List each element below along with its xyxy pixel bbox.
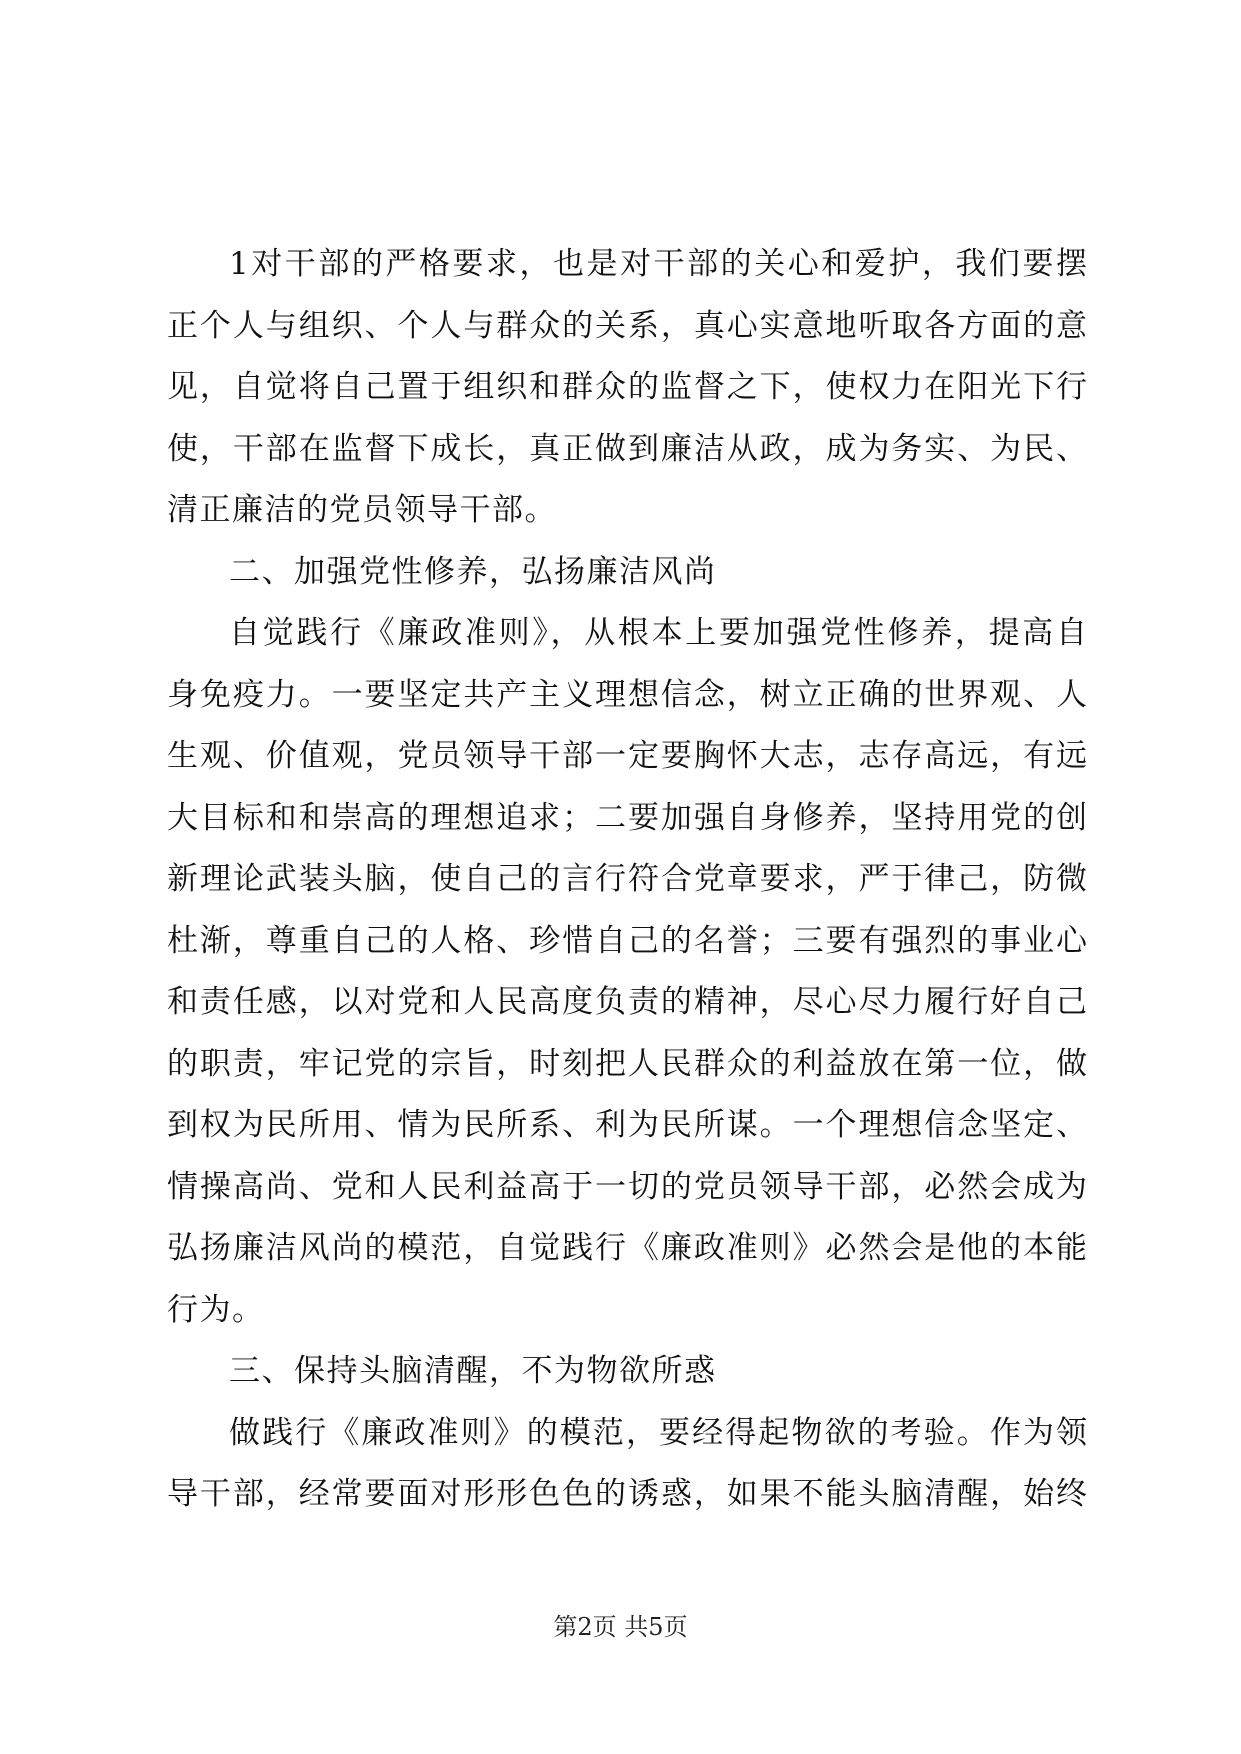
text-line: 情操高尚、党和人民利益高于一切的党员领导干部，必然会成为 bbox=[167, 1168, 1087, 1205]
text-line: 自觉践行《廉政准则》，从根本上要加强党性修养，提高自 bbox=[229, 615, 1087, 651]
text-line: 1对干部的严格要求，也是对干部的关心和爱护，我们要摆 bbox=[229, 246, 1087, 282]
text-line: 正个人与组织、个人与群众的关系，真心实意地听取各方面的意 bbox=[167, 307, 1087, 344]
page-footer: 第2页 共5页 bbox=[553, 1613, 688, 1641]
text-line: 身免疫力。一要坚定共产主义理想信念，树立正确的世界观、人 bbox=[167, 676, 1087, 713]
document-body bbox=[167, 234, 1087, 1526]
text-line: 新理论武装头脑，使自己的言行符合党章要求，严于律己，防微 bbox=[167, 861, 1087, 897]
text-line: 三、保持头脑清醒，不为物欲所惑 bbox=[229, 1353, 717, 1389]
text-line: 使，干部在监督下成长，真正做到廉洁从政，成为务实、为民、 bbox=[167, 430, 1087, 467]
text-line: 清正廉洁的党员领导干部。 bbox=[167, 492, 557, 528]
text-line: 大目标和和崇高的理想追求；二要加强自身修养，坚持用党的创 bbox=[167, 799, 1087, 836]
text-line: 生观、价值观，党员领导干部一定要胸怀大志，志存高远，有远 bbox=[167, 738, 1087, 774]
text-line: 杜渐，尊重自己的人格、珍惜自己的名誉；三要有强烈的事业心 bbox=[167, 922, 1087, 959]
text-line: 弘扬廉洁风尚的模范，自觉践行《廉政准则》必然会是他的本能 bbox=[167, 1230, 1087, 1266]
text-line: 和责任感，以对党和人民高度负责的精神，尽心尽力履行好自己 bbox=[167, 984, 1087, 1020]
text-line: 导干部，经常要面对形形色色的诱惑，如果不能头脑清醒，始终 bbox=[167, 1476, 1087, 1512]
text-line: 二、加强党性修养，弘扬廉洁风尚 bbox=[229, 553, 717, 590]
text-line: 行为。 bbox=[167, 1291, 265, 1328]
text-line: 做践行《廉政准则》的模范，要经得起物欲的考验。作为领 bbox=[229, 1414, 1087, 1451]
text-line: 见，自觉将自己置于组织和群众的监督之下，使权力在阳光下行 bbox=[167, 369, 1087, 405]
text-line: 的职责，牢记党的宗旨，时刻把人民群众的利益放在第一位，做 bbox=[167, 1045, 1087, 1082]
text-line: 到权为民所用、情为民所系、利为民所谋。一个理想信念坚定、 bbox=[167, 1107, 1087, 1143]
